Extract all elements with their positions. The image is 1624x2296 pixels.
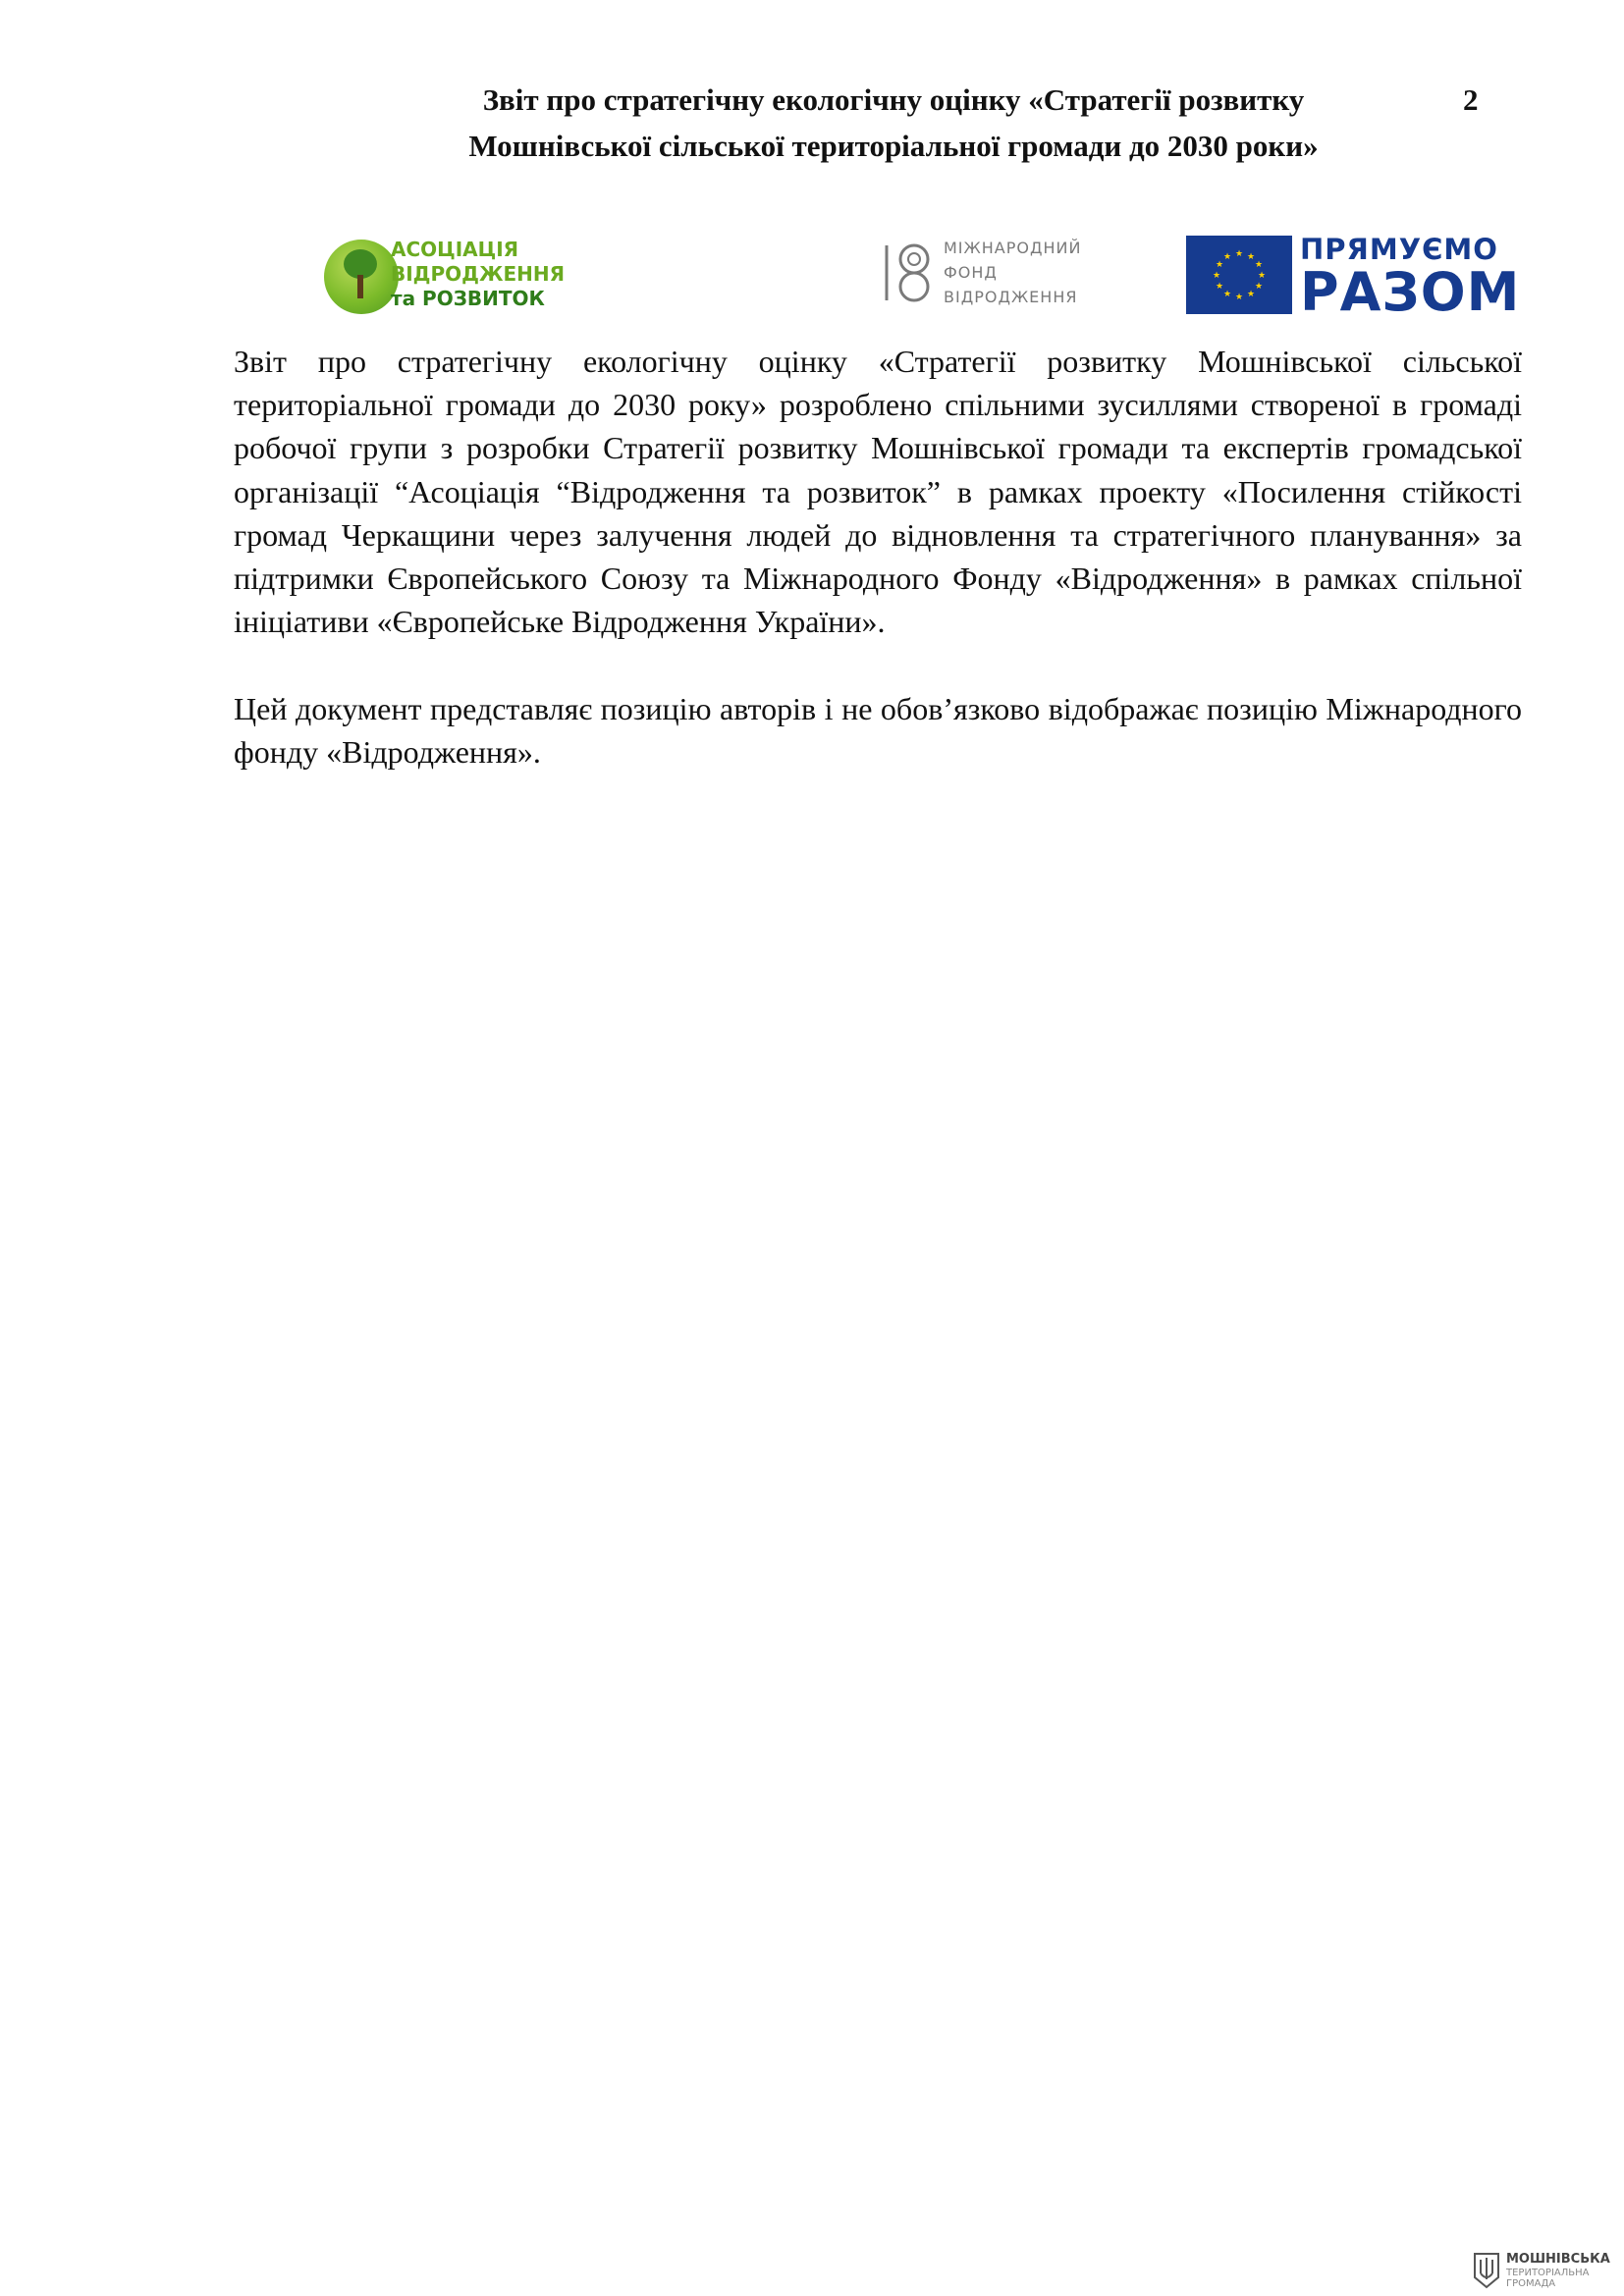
- svg-text:★: ★: [1246, 252, 1256, 262]
- svg-text:★: ★: [1254, 260, 1264, 270]
- body-paragraph-1: Звіт про стратегічну екологічну оцінку «Стратегії розвитку Мошнівської сільської територіальної громади до 2030 року» розроблено спільними зусиллями створеної в громаді робочої групи з розробки Стратегії розвитку Мошнівської громади та експертів громадської організації “Асоціація “Відродження та розвиток” в рамках проекту «Посилення стійкості громад Черкащини через залучення людей до відновлення та стратегічного планування» за підтримки Європейського Союзу та Міжнародного Фонду «Відродження» в рамках спільної ініціативи «Європейське Відродження України».: [234, 344, 1522, 640]
- footer-logo: [1473, 2252, 1620, 2291]
- fund-logo: [879, 236, 1105, 306]
- association-logo-line-1: АСОЦІАЦІЯ: [391, 238, 519, 261]
- svg-text:★: ★: [1215, 282, 1224, 292]
- footer-logo-line-2: ТЕРИТОРІАЛЬНА: [1506, 2268, 1590, 2278]
- page-number: 2: [1463, 82, 1479, 117]
- association-logo-line-3: та РОЗВИТОК: [391, 287, 545, 310]
- footer-logo-line-3: ГРОМАДА: [1506, 2278, 1556, 2289]
- svg-text:★: ★: [1246, 290, 1256, 299]
- fund-logo-line-2: ФОНД: [944, 263, 998, 282]
- svg-text:★: ★: [1257, 271, 1267, 281]
- header-title-line-1: Звіт про стратегічну екологічну оцінку «Стратегії розвитку: [482, 82, 1305, 117]
- eu-logo: [1186, 233, 1521, 323]
- svg-text:★: ★: [1222, 290, 1232, 299]
- svg-text:★: ★: [1215, 260, 1224, 270]
- eu-logo-line-2: РАЗОМ: [1300, 261, 1521, 323]
- fund-logo-line-3: ВІДРОДЖЕННЯ: [944, 288, 1078, 306]
- header-title-line-2: Мошнівської сільської територіальної громади до 2030 роки»: [468, 129, 1319, 163]
- footer-logo-line-1: МОШНІВСЬКА: [1506, 2252, 1610, 2267]
- trident-icon: [1473, 2252, 1500, 2289]
- eu-flag-icon: [1186, 236, 1292, 314]
- association-logo: [322, 234, 565, 318]
- svg-text:★: ★: [1234, 249, 1244, 259]
- document-header: [236, 77, 1551, 169]
- eu-logo-line-1: ПРЯМУЄМО: [1300, 233, 1498, 266]
- fund-logo-line-1: МІЖНАРОДНИЙ: [944, 239, 1082, 257]
- svg-text:★: ★: [1234, 293, 1244, 302]
- association-logo-line-2: ВІДРОДЖЕННЯ: [391, 262, 565, 286]
- fund-mark-icon: [883, 241, 938, 304]
- body-paragraph-2: Цей документ представляє позицію авторів і не обов’язково відображає позицію Міжнародного фонду «Відродження».: [234, 691, 1522, 771]
- svg-text:★: ★: [1212, 271, 1221, 281]
- svg-text:★: ★: [1222, 252, 1232, 262]
- svg-text:★: ★: [1254, 282, 1264, 292]
